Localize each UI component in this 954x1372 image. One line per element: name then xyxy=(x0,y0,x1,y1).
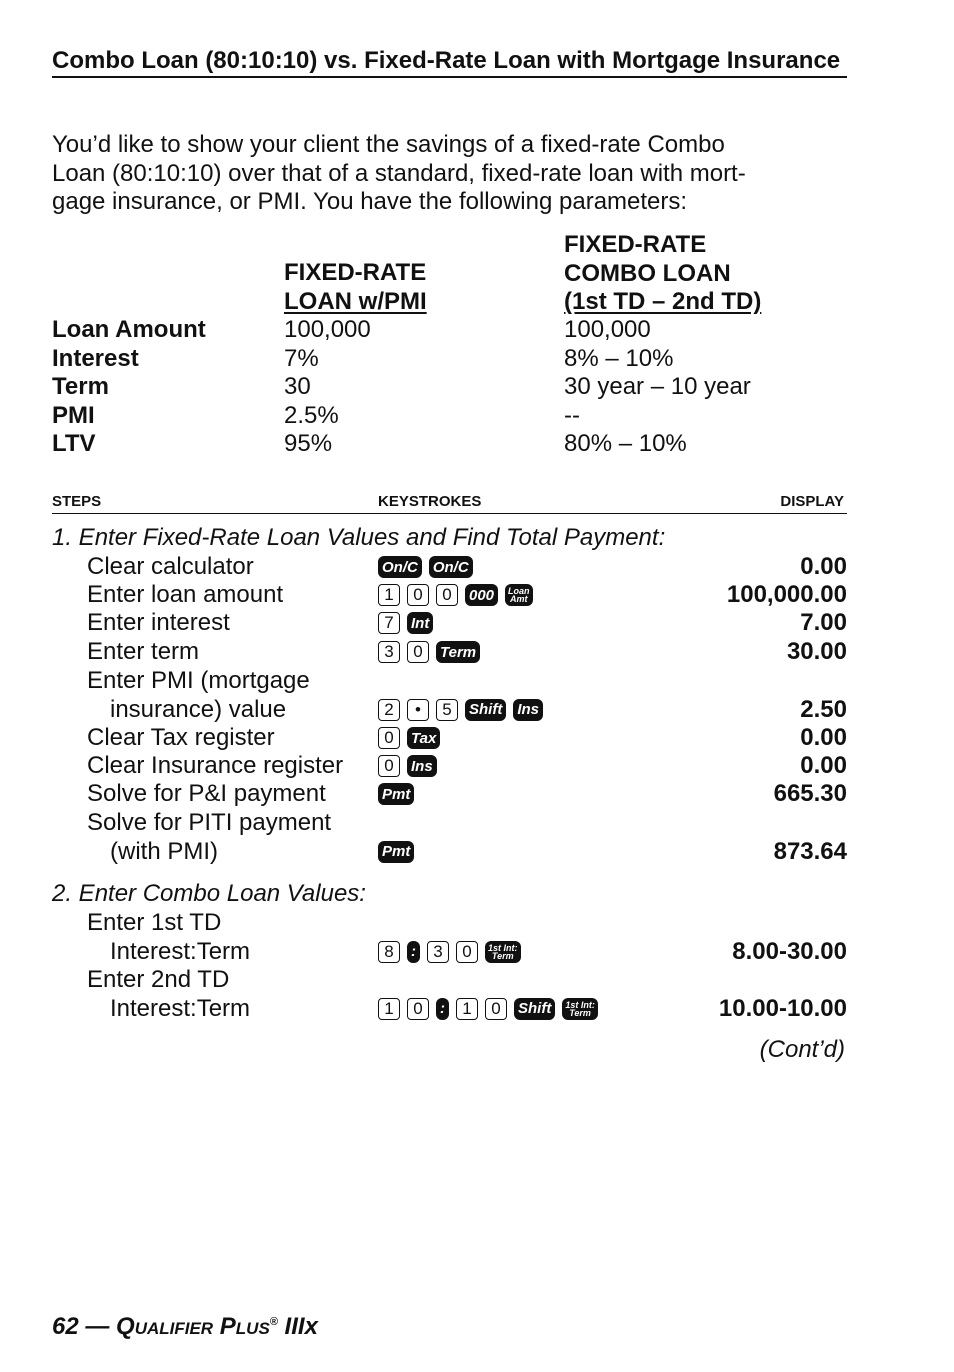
param-row xyxy=(52,430,852,459)
keystroke-sequence xyxy=(378,754,437,778)
key-k1: 1 xyxy=(378,584,400,606)
step-label: Interest:Term xyxy=(110,937,251,965)
step-label: Clear calculator xyxy=(87,553,254,580)
display-value: 873.64 xyxy=(773,837,847,865)
section-2-heading: 2. Enter Combo Loan Values: xyxy=(52,880,366,907)
param-combo-value: 30 year – 10 year xyxy=(564,373,751,400)
fixed-rate-header: FIXED-RATE LOAN w/PMI xyxy=(284,259,427,315)
steps-header: STEPS KEYSTROKES DISPLAY xyxy=(52,493,847,514)
param-fixed-value: 7% xyxy=(284,344,319,372)
param-row xyxy=(52,316,852,345)
key-ins: Ins xyxy=(407,755,437,777)
page-footer: 62 — QUALIFIER PLUS® IIIx xyxy=(52,1313,318,1340)
key-k0: 0 xyxy=(407,584,429,606)
key-pmt: Pmt xyxy=(378,783,414,805)
step-label: Enter 2nd TD xyxy=(87,966,230,993)
step-label: Solve for PITI payment xyxy=(87,809,332,836)
key-term: Term xyxy=(436,641,480,663)
combo-loan-header: FIXED-RATE COMBO LOAN (1st TD – 2nd TD) xyxy=(564,231,762,315)
key-ti1-ti2: 1st Int: Term xyxy=(562,998,598,1020)
key-colon: : xyxy=(407,941,420,963)
key-pmt: Pmt xyxy=(378,841,414,863)
param-combo-value: 100,000 xyxy=(564,316,651,343)
display-value: 0.00 xyxy=(800,752,847,779)
step-label: Enter loan amount xyxy=(87,581,284,608)
key-k0: 0 xyxy=(436,584,458,606)
section-1-heading: 1. Enter Fixed-Rate Loan Values and Find Total Payment: xyxy=(52,524,666,551)
key-loan1-loan2: Loan Amt xyxy=(505,584,533,606)
key-colon: : xyxy=(436,998,449,1020)
keystroke-sequence xyxy=(378,698,543,722)
key-k3: 3 xyxy=(427,941,449,963)
step-label: (with PMI) xyxy=(110,837,218,865)
display-value: 2.50 xyxy=(800,695,847,723)
page-title: Combo Loan (80:10:10) vs. Fixed-Rate Loan with Mortgage Insurance xyxy=(52,47,847,78)
continued-note: (Cont’d) xyxy=(759,1036,845,1063)
param-fixed-value: 95% xyxy=(284,430,333,457)
key-k3: 3 xyxy=(378,641,400,663)
param-row xyxy=(52,345,852,374)
keystroke-sequence xyxy=(378,997,598,1021)
param-label: Loan Amount xyxy=(52,316,206,343)
keystroke-sequence xyxy=(378,726,440,750)
key-k0: 0 xyxy=(378,727,400,749)
param-fixed-value: 30 xyxy=(284,373,311,400)
step-label: Enter term xyxy=(87,638,200,665)
step-label: Solve for P&I payment xyxy=(87,780,326,807)
params-table xyxy=(52,316,852,459)
key-k0: 0 xyxy=(378,755,400,777)
display-value: 0.00 xyxy=(800,553,847,580)
key-k2: 2 xyxy=(378,699,400,721)
key-k000: 000 xyxy=(465,584,498,606)
key-onc: On/C xyxy=(429,556,473,578)
step-label: Clear Insurance register xyxy=(87,752,344,779)
step-label: Interest:Term xyxy=(110,994,251,1022)
key-dot: • xyxy=(407,699,429,721)
param-fixed-value: 100,000 xyxy=(284,316,371,343)
key-k0: 0 xyxy=(407,641,429,663)
key-k1: 1 xyxy=(456,998,478,1020)
key-shift: Shift xyxy=(514,998,555,1020)
intro-paragraph: You’d like to show your client the savings of a fixed-rate Combo Loan (80:10:10) over that of a standard, fixed-rate loan with mort- gage insurance, or PMI. You have the following parameters: xyxy=(52,131,746,215)
display-value: 665.30 xyxy=(773,780,847,807)
display-value: 8.00-30.00 xyxy=(732,937,847,965)
step-label: Enter PMI (mortgage xyxy=(87,667,310,694)
key-onc: On/C xyxy=(378,556,422,578)
keystroke-sequence xyxy=(378,940,521,964)
key-k0: 0 xyxy=(456,941,478,963)
step-label: Enter 1st TD xyxy=(87,909,222,936)
param-combo-value: 80% – 10% xyxy=(564,430,687,457)
param-combo-value: 8% – 10% xyxy=(564,344,674,372)
display-value: 7.00 xyxy=(800,609,847,636)
keystroke-sequence xyxy=(378,611,433,635)
param-label: Interest xyxy=(52,344,139,372)
key-k5: 5 xyxy=(436,699,458,721)
keystroke-sequence xyxy=(378,583,533,607)
step-label: Enter interest xyxy=(87,609,230,636)
step-label: Clear Tax register xyxy=(87,724,275,751)
param-fixed-value: 2.5% xyxy=(284,401,339,429)
key-ins: Ins xyxy=(513,699,543,721)
step-label: insurance) value xyxy=(110,695,287,723)
key-int: Int xyxy=(407,612,433,634)
key-k1: 1 xyxy=(378,998,400,1020)
display-value: 30.00 xyxy=(786,638,847,665)
param-row xyxy=(52,373,852,402)
display-value: 100,000.00 xyxy=(726,581,847,608)
param-row xyxy=(52,402,852,431)
key-shift: Shift xyxy=(465,699,506,721)
param-label: Term xyxy=(52,373,109,400)
key-k8: 8 xyxy=(378,941,400,963)
param-label: PMI xyxy=(52,401,95,429)
display-value: 0.00 xyxy=(800,724,847,751)
key-tax: Tax xyxy=(407,727,440,749)
keystroke-sequence xyxy=(378,782,414,806)
key-k7: 7 xyxy=(378,612,400,634)
key-k0: 0 xyxy=(485,998,507,1020)
keystroke-sequence xyxy=(378,555,473,579)
display-value: 10.00-10.00 xyxy=(718,994,847,1022)
key-ti1-ti2: 1st Int: Term xyxy=(485,941,521,963)
param-combo-value: -- xyxy=(564,401,580,429)
key-k0: 0 xyxy=(407,998,429,1020)
param-label: LTV xyxy=(52,430,96,457)
keystroke-sequence xyxy=(378,640,480,664)
keystroke-sequence xyxy=(378,840,414,864)
